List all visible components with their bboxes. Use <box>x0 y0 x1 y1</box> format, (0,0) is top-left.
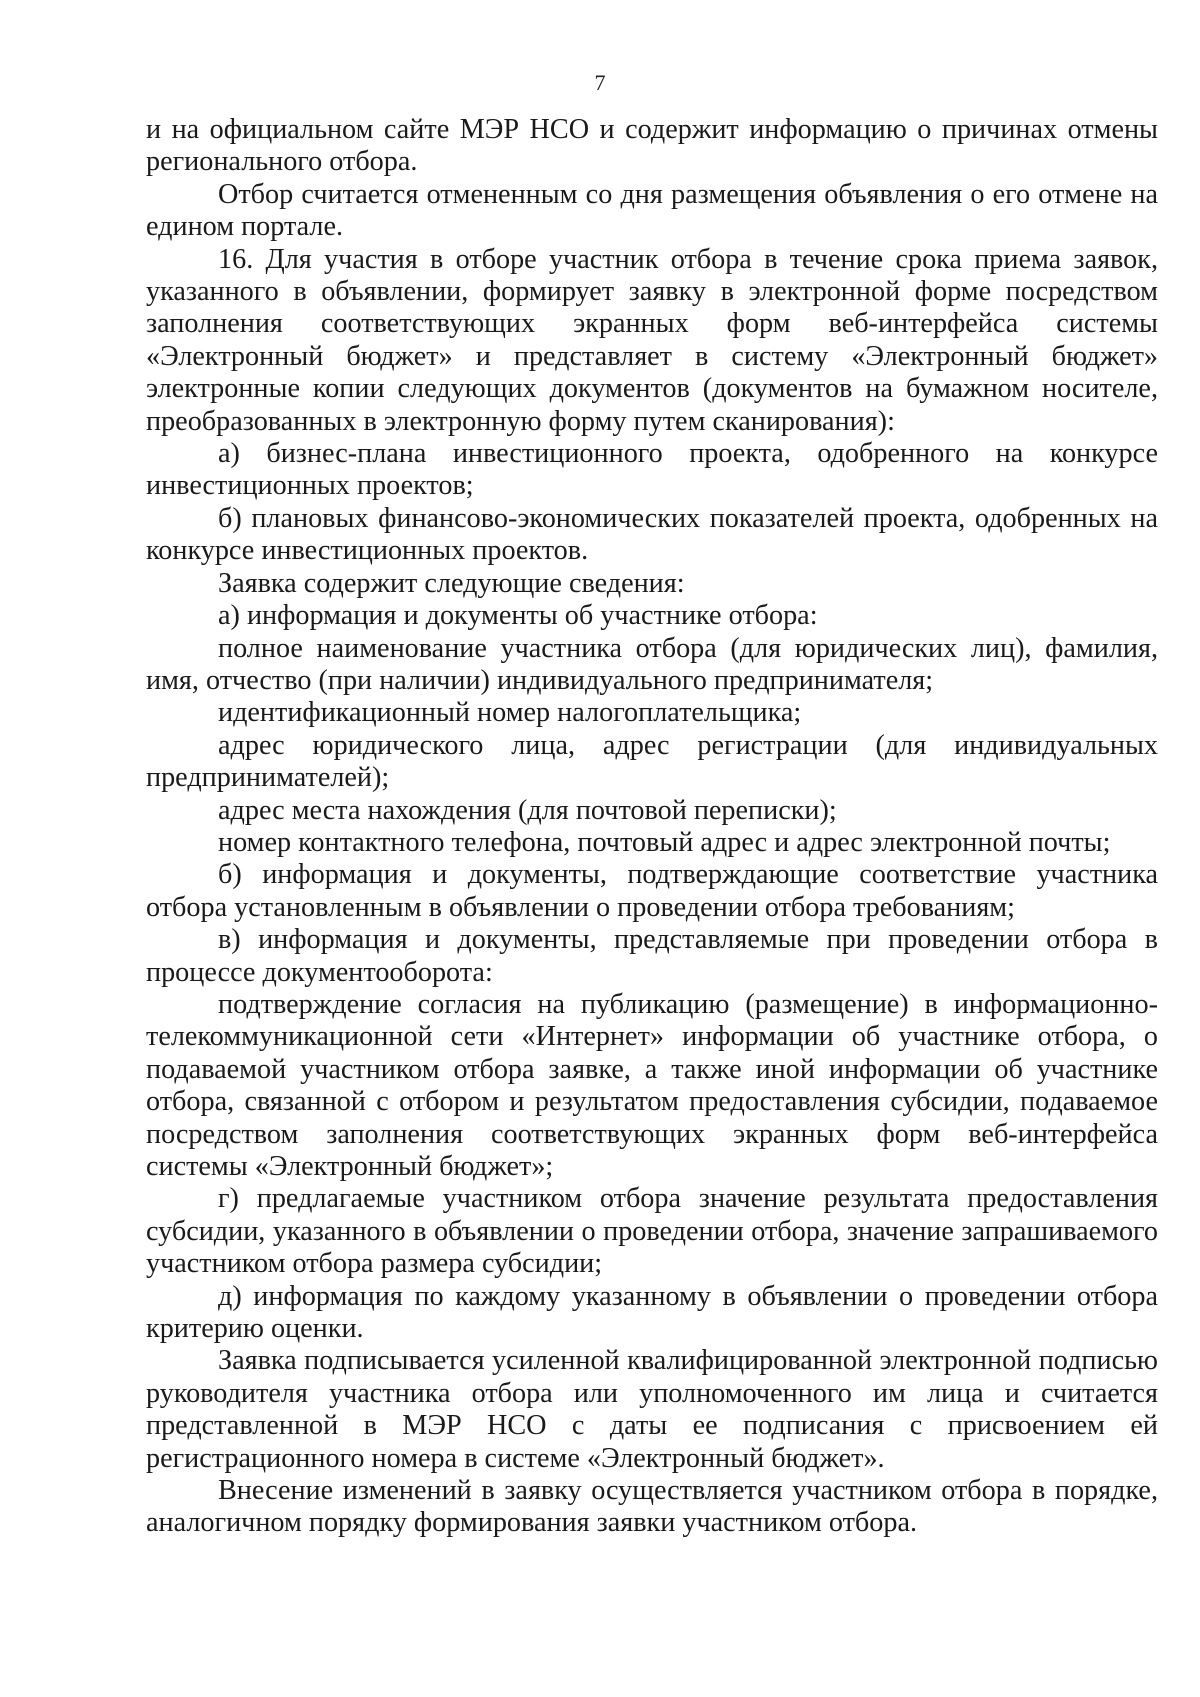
paragraph: адрес места нахождения (для почтовой переписки); <box>218 794 837 826</box>
document-body <box>146 114 1158 1540</box>
paragraph: д) информация по каждому указанному в объявлении о проведении отбора критерию оценки. <box>146 1280 1158 1345</box>
paragraph: б) плановых финансово-экономических показателей проекта, одобренных на конкурсе инвестиционных проектов. <box>146 502 1158 567</box>
paragraph: в) информация и документы, представляемые при проведении отбора в процессе документооборота: <box>146 924 1158 988</box>
paragraph: а) бизнес-плана инвестиционного проекта, одобренного на конкурсе инвестиционных проектов; <box>146 438 1158 502</box>
paragraph: г) предлагаемые участником отбора значение результата предоставления субсидии, указанного в объявлении о проведении отбора, значение запрашиваемого участником отбора размера субсидии; <box>146 1183 1158 1280</box>
paragraph: подтверждение согласия на публикацию (размещение) в информационно-телекоммуникационной сети «Интернет» информации об участнике отбора, о подаваемой участником отбора заявке, а также иной информации об участнике отбора, связанной с отбором и результатом предоставления субсидии, подаваемое посредством заполнения соответствующих экранных форм веб-интерфейса системы «Электронный бюджет»; <box>146 988 1158 1182</box>
paragraph: идентификационный номер налогоплательщика; <box>218 697 802 729</box>
paragraph: номер контактного телефона, почтовый адрес и адрес электронной почты; <box>218 826 1111 858</box>
paragraph: Заявка содержит следующие сведения: <box>218 567 685 599</box>
paragraph: Отбор считается отмененным со дня размещения объявления о его отмене на едином портале. <box>146 178 1158 243</box>
paragraph: Внесение изменений в заявку осуществляется участником отбора в порядке, аналогичном порядку формирования заявки участником отбора. <box>146 1475 1158 1539</box>
paragraph: адрес юридического лица, адрес регистрации (для индивидуальных предпринимателей); <box>146 729 1158 794</box>
paragraph: полное наименование участника отбора (для юридических лиц), фамилия, имя, отчество (при наличии) индивидуального предпринимателя; <box>146 632 1158 696</box>
paragraph: 16. Для участия в отборе участник отбора в течение срока приема заявок, указанного в объявлении, формирует заявку в электронной форме посредством заполнения соответствующих экранных форм веб-интерфейса системы «Электронный бюджет» и представляет в систему «Электронный бюджет» электронные копии следующих документов (документов на бумажном носителе, преобразованных в электронную форму путем сканирования): <box>146 243 1158 437</box>
paragraph: и на официальном сайте МЭР НСО и содержит информацию о причинах отмены регионального отбора. <box>146 114 1158 178</box>
paragraph: б) информация и документы, подтверждающие соответствие участника отбора установленным в объявлении о проведении отбора требованиям; <box>146 859 1158 923</box>
paragraph: Заявка подписывается усиленной квалифицированной электронной подписью руководителя участника отбора или уполномоченного им лица и считается представленной в МЭР НСО с даты ее подписания с присвоением ей регистрационного номера в системе «Электронный бюджет». <box>146 1345 1158 1474</box>
paragraph: а) информация и документы об участнике отбора: <box>218 600 818 632</box>
page-number: 7 <box>594 70 606 95</box>
